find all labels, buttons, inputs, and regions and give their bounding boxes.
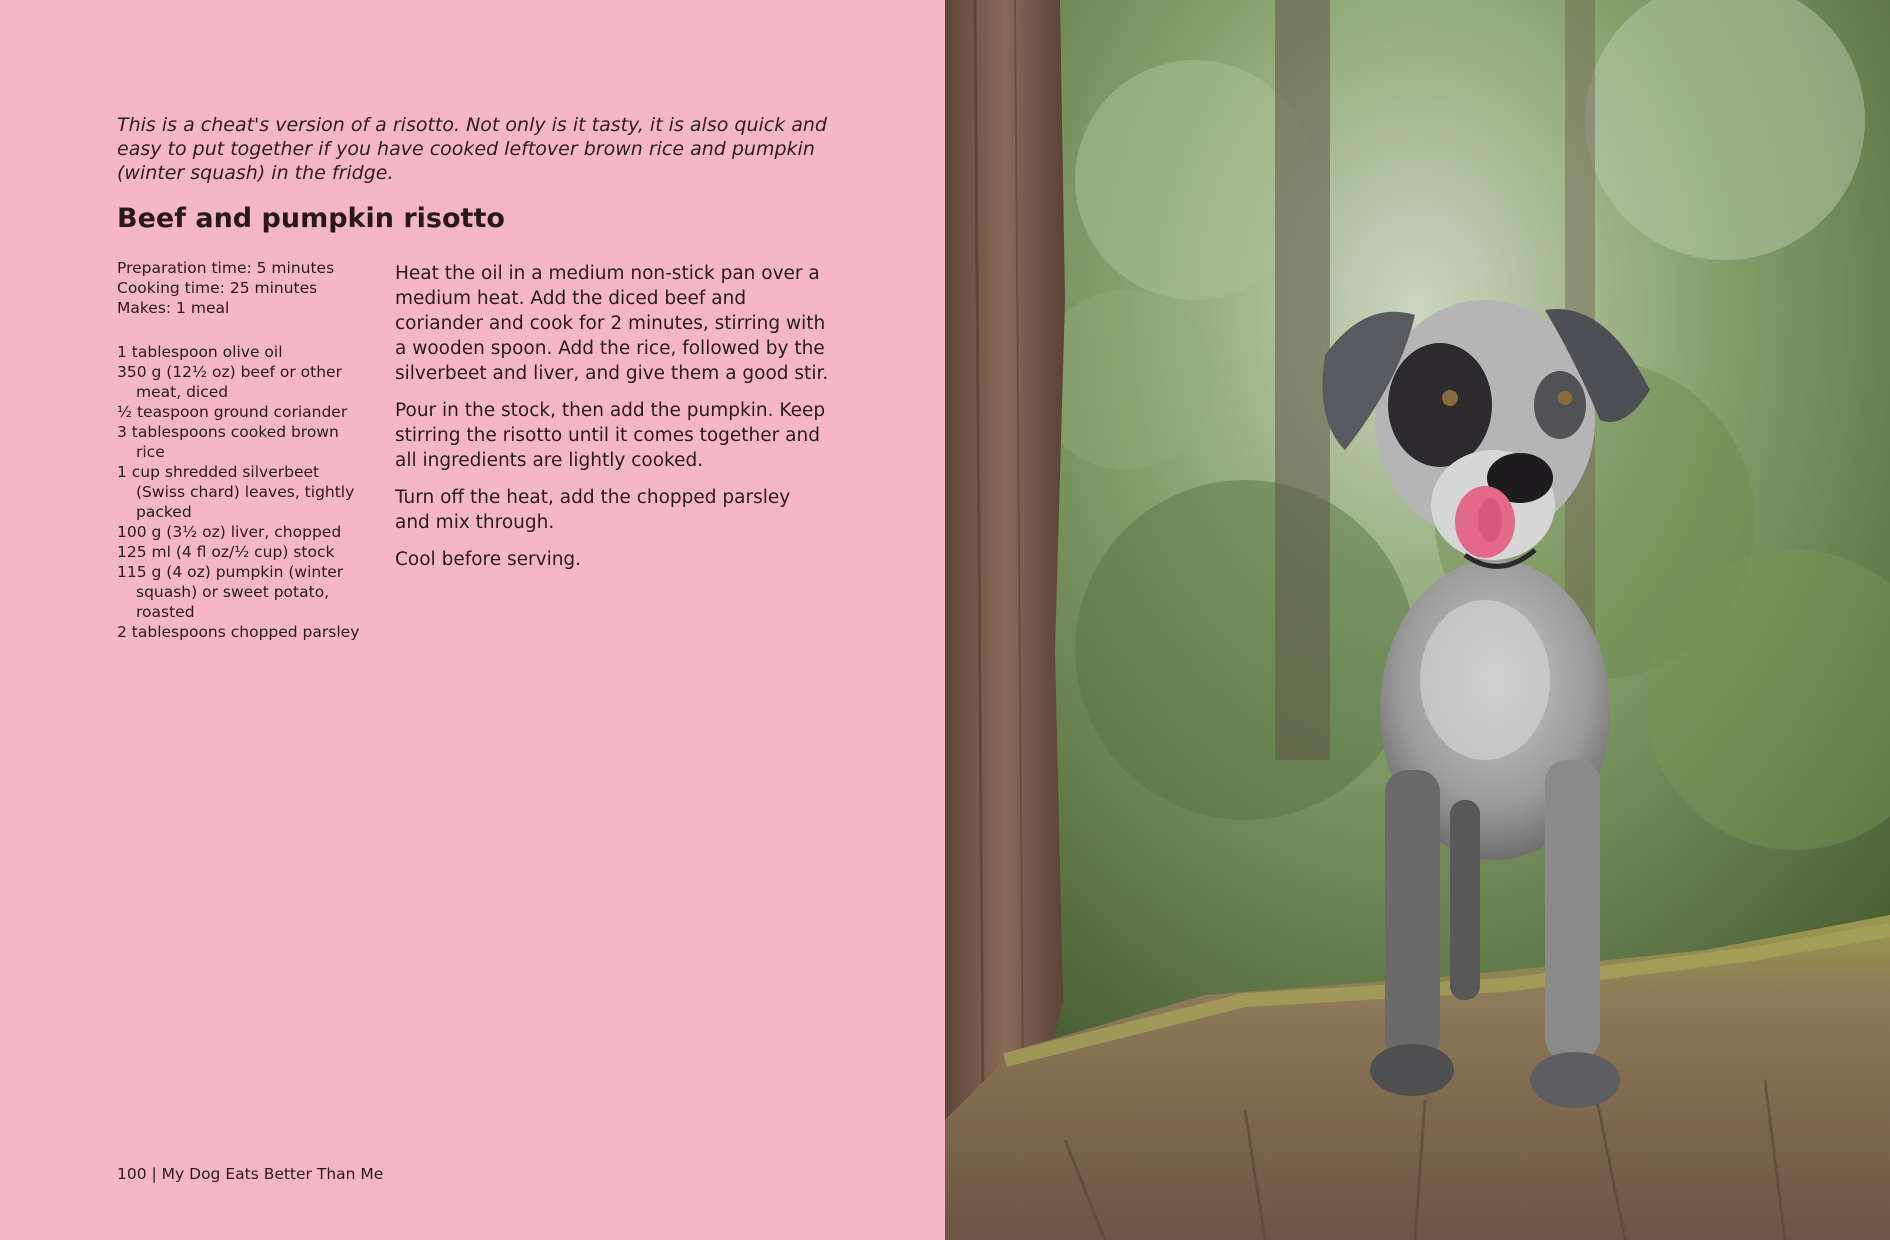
method-steps	[395, 261, 830, 584]
recipe-meta	[117, 258, 367, 318]
method-step: Cool before serving.	[395, 549, 582, 570]
ingredient-item: 100 g (3½ oz) liver, chopped	[117, 523, 342, 541]
prep-time: Preparation time: 5 minutes	[117, 259, 335, 277]
ingredient-item: 115 g (4 oz) pumpkin (winter squash) or sweet potato, roasted	[117, 563, 344, 621]
method-step: Turn off the heat, add the chopped parsley and mix through.	[395, 487, 791, 533]
ingredient-item: 1 tablespoon olive oil	[117, 343, 283, 361]
ingredient-item: 2 tablespoons chopped parsley	[117, 623, 360, 641]
ingredient-item: ½ teaspoon ground coriander	[117, 403, 348, 421]
recipe-title: Beef and pumpkin risotto	[117, 203, 505, 234]
ingredients-list	[117, 342, 367, 642]
ingredient-item: 125 ml (4 fl oz/½ cup) stock	[117, 543, 335, 561]
puppy-photo	[945, 0, 1890, 1240]
puppy-photo-illustration	[945, 0, 1890, 1240]
recipe-intro: This is a cheat's version of a risotto. Not only is it tasty, it is also quick and easy to put together if you have cooked leftover brown rice and pumpkin (winter squash) in the fridge.	[117, 114, 827, 184]
page-footer: 100 | My Dog Eats Better Than Me	[117, 1165, 384, 1183]
cook-time: Cooking time: 25 minutes	[117, 279, 318, 297]
method-step: Heat the oil in a medium non-stick pan over a medium heat. Add the diced beef and coriander and cook for 2 minutes, stirring with a wooden spoon. Add the rice, followed by the silverbeet and liver, and give them a good stir.	[395, 263, 829, 384]
ingredient-item: 3 tablespoons cooked brown rice	[117, 423, 339, 461]
ingredient-item: 350 g (12½ oz) beef or other meat, diced	[117, 363, 342, 401]
method-step: Pour in the stock, then add the pumpkin. Keep stirring the risotto until it comes together and all ingredients are lightly cooked.	[395, 400, 826, 471]
makes: Makes: 1 meal	[117, 299, 230, 317]
ingredient-item: 1 cup shredded silverbeet (Swiss chard) leaves, tightly packed	[117, 463, 355, 521]
